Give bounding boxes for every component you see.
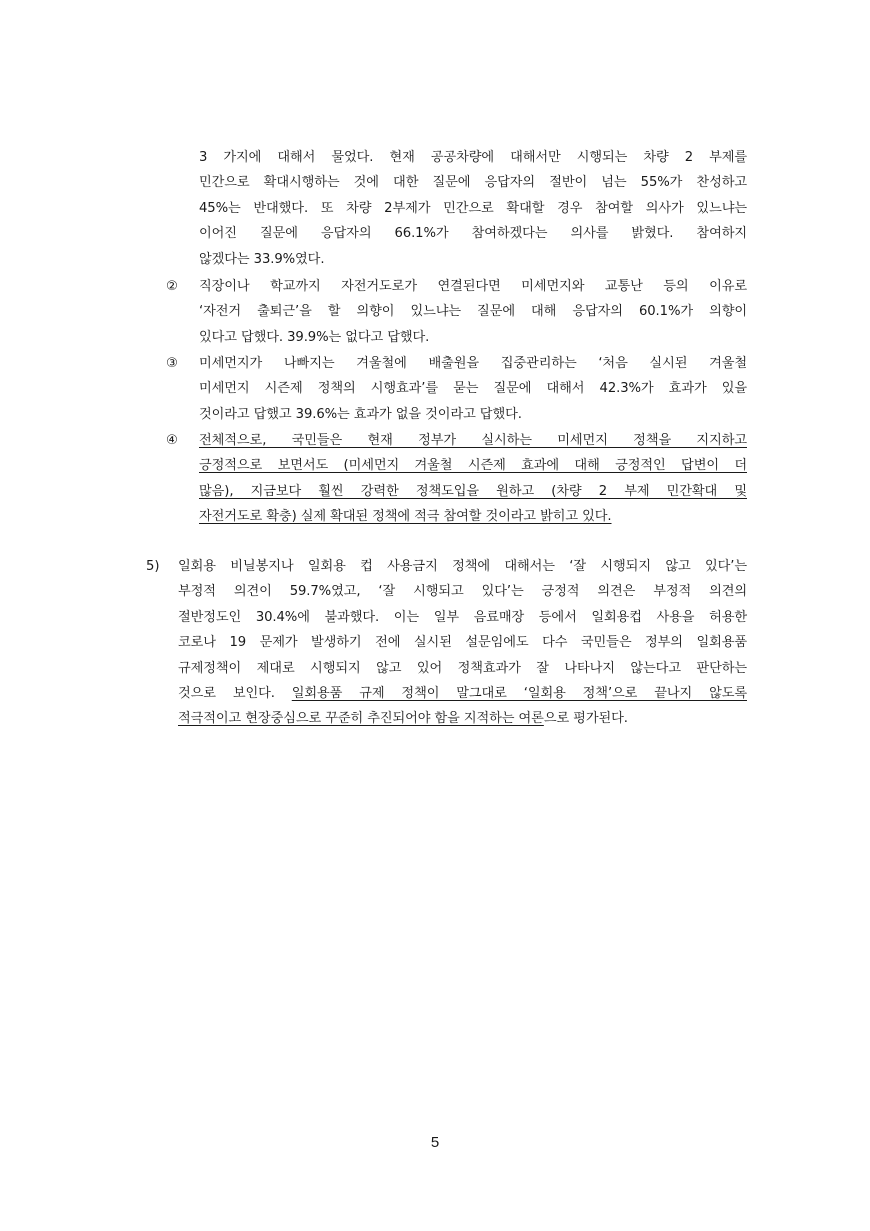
plain-text: 것으로 보인다.: [178, 686, 292, 702]
page-number: 5: [430, 1134, 440, 1151]
text-line: 있다고 답했다. 39.9%는 없다고 답했다.: [199, 329, 430, 345]
text-line: [178, 681, 747, 706]
text-line: 미세먼지가 나빠지는 겨울철에 배출원을 집중관리하는 ‘처음 실시된 겨울철: [199, 356, 747, 371]
text-line: [178, 706, 747, 731]
text-line: 직장이나 학교까지 자전거도로가 연결된다면 미세먼지와 교통난 등의 이유로: [199, 279, 747, 294]
text-line: 많음), 지금보다 훨씬 강력한 정책도입을 원하고 (차량 2 부제 민간확대 및: [199, 483, 747, 499]
item-4-marker: ④: [166, 433, 178, 448]
item-3-marker: ③: [166, 356, 178, 371]
plain-text: 으로 평가된다.: [543, 711, 628, 727]
text-line: 것이라고 답했고 39.6%는 효과가 없을 것이라고 답했다.: [199, 406, 522, 422]
text-line: 이어진 질문에 응답자의 66.1%가 참여하겠다는 의사를 밝혔다. 참여하지: [199, 226, 747, 242]
text-line: 전체적으로, 국민들은 현재 정부가 실시하는 미세먼지 정책을 지지하고: [199, 433, 747, 448]
text-line: 자전거도로 확충) 실제 확대된 정책에 적극 참여할 것이라고 밝히고 있다.: [199, 509, 612, 525]
text-line: 45%는 반대했다. 또 차량 2부제가 민간으로 확대할 경우 참여할 의사가 있느냐는: [199, 200, 747, 216]
text-line: 절반정도인 30.4%에 불과했다. 이는 일부 음료매장 등에서 일회용컵 사용을 허용한: [178, 609, 747, 625]
text-line: 3 가지에 대해서 물었다. 현재 공공차량에 대해서만 시행되는 차량 2 부제를: [199, 150, 747, 165]
text-line: 않겠다는 33.9%였다.: [199, 251, 325, 267]
item-4-text: [199, 428, 747, 530]
text-line: ‘자전거 출퇴근’을 할 의향이 있느냐는 질문에 대해 응답자의 60.1%가 의향이: [199, 304, 747, 320]
item-2-marker: ②: [166, 279, 178, 294]
text-line: 부정적 의견이 59.7%였고, ‘잘 시행되고 있다’는 긍정적 의견은 부정적 의견의: [178, 584, 747, 600]
text-line: 민간으로 확대시행하는 것에 대한 질문에 응답자의 절반이 넘는 55%가 찬성하고: [199, 175, 747, 191]
item-2-text: [199, 274, 747, 350]
text-line: 미세먼지 시즌제 정책의 시행효과’를 묻는 질문에 대해서 42.3%가 효과가 있을: [199, 381, 747, 397]
underlined-text: 일회용품 규제 정책이 말그대로 ‘일회용 정책’으로 끝나지 않도록: [291, 686, 747, 702]
section-5-marker: 5): [146, 559, 160, 574]
item-1-continuation: [199, 145, 747, 272]
item-3-text: [199, 351, 747, 427]
text-line: 코로나 19 문제가 발생하기 전에 실시된 설문임에도 다수 국민들은 정부의 일회용품: [178, 635, 747, 651]
underlined-text: 적극적이고 현장중심으로 꾸준히 추진되어야 함을 지적하는 여론: [178, 711, 544, 727]
text-line: 긍정적으로 보면서도 (미세먼지 겨울철 시즌제 효과에 대해 긍정적인 답변이 더: [199, 458, 747, 474]
text-line: 일회용 비닐봉지나 일회용 컵 사용금지 정책에 대해서는 ‘잘 시행되지 않고 있다’는: [178, 559, 747, 574]
text-line: 규제정책이 제대로 시행되지 않고 있어 정책효과가 잘 나타나지 않는다고 판단하는: [178, 660, 747, 676]
section-5-text: [178, 554, 747, 732]
